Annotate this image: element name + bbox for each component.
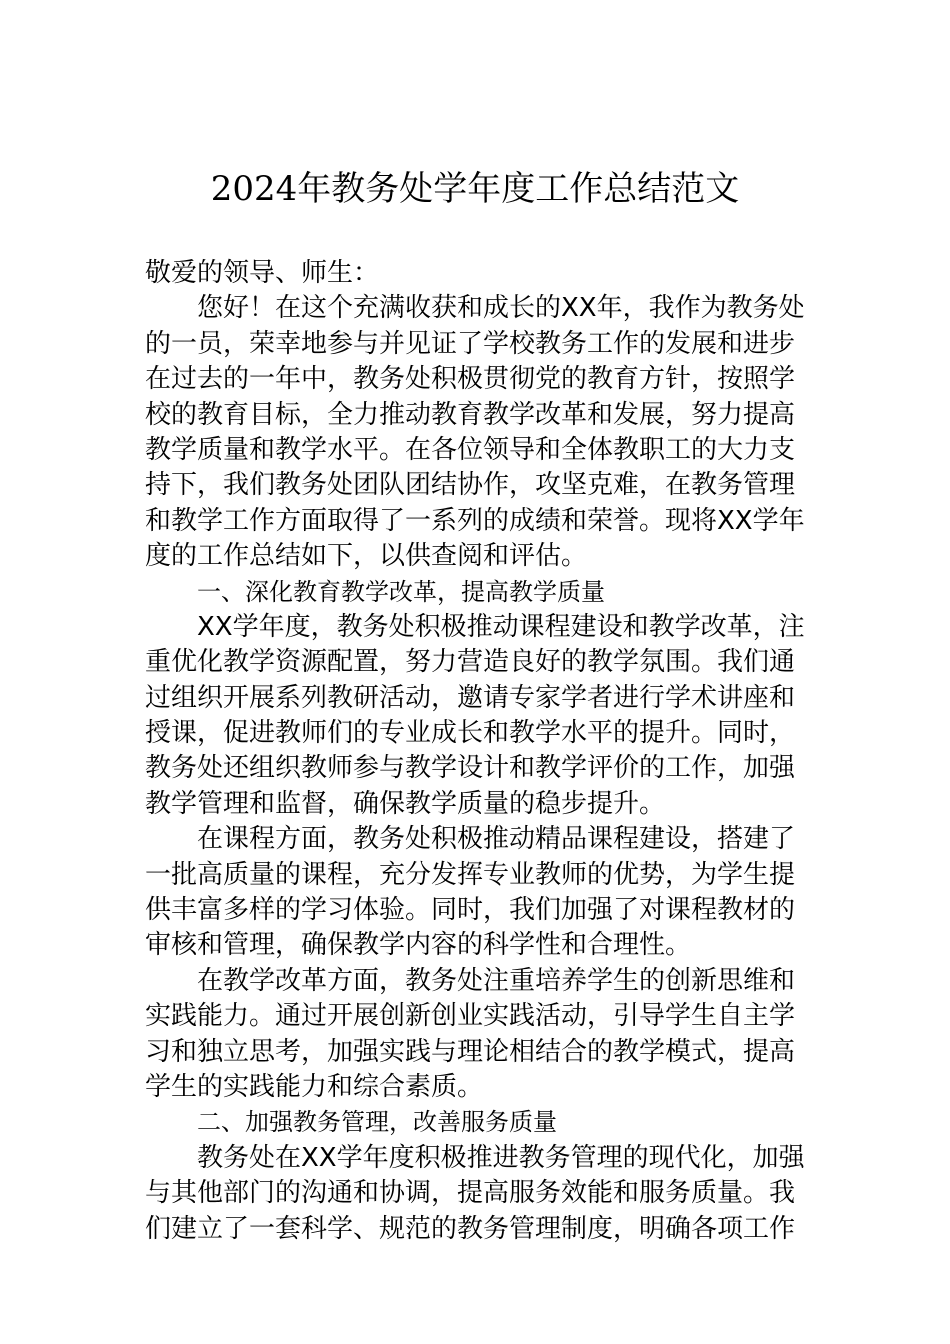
body-line: 授课，促进教师们的专业成长和教学水平的提升。同时， (145, 718, 796, 749)
body-line: 重优化教学资源配置，努力营造良好的教学氛围。我们通 (145, 647, 796, 678)
body-line: 教学质量和教学水平。在各位领导和全体教职工的大力支 (145, 434, 796, 465)
body-line: 和教学工作方面取得了一系列的成绩和荣誉。现将XX学年 (145, 505, 805, 536)
section-heading: 一、深化教育教学改革，提高教学质量 (197, 577, 605, 606)
section-heading: 二、加强教务管理，改善服务质量 (197, 1108, 557, 1137)
document-body (145, 256, 805, 1247)
body-line: 教务处在XX学年度积极推进教务管理的现代化，加强 (197, 1142, 805, 1173)
body-line: 教学管理和监督，确保教学质量的稳步提升。 (145, 788, 666, 819)
body-line: 习和独立思考，加强实践与理论相结合的教学模式，提高 (145, 1036, 796, 1067)
body-line: XX学年度，教务处积极推动课程建设和教学改革，注 (197, 611, 805, 642)
body-line: 审核和管理，确保教学内容的科学性和合理性。 (145, 930, 692, 961)
body-line: 校的教育目标，全力推动教育教学改革和发展，努力提高 (145, 399, 796, 430)
body-line: 在课程方面，教务处积极推动精品课程建设，搭建了 (197, 824, 796, 855)
body-line: 在教学改革方面，教务处注重培养学生的创新思维和 (197, 965, 796, 996)
body-line: 教务处还组织教师参与教学设计和教学评价的工作，加强 (145, 753, 796, 784)
body-line: 度的工作总结如下，以供查阅和评估。 (145, 541, 588, 572)
body-line: 持下，我们教务处团队团结协作，攻坚克难，在教务管理 (145, 470, 796, 501)
body-line: 学生的实践能力和综合素质。 (145, 1071, 484, 1102)
body-line: 过组织开展系列教研活动，邀请专家学者进行学术讲座和 (145, 682, 796, 713)
body-line: 供丰富多样的学习体验。同时，我们加强了对课程教材的 (145, 895, 796, 926)
body-line: 敬爱的领导、师生： (145, 258, 380, 288)
body-line: 在过去的一年中，教务处积极贯彻党的教育方针，按照学 (145, 364, 796, 395)
body-line: 实践能力。通过开展创新创业实践活动，引导学生自主学 (145, 1001, 796, 1032)
body-line: 您好！在这个充满收获和成长的XX年，我作为教务处 (197, 293, 805, 324)
body-line: 的一员，荣幸地参与并见证了学校教务工作的发展和进步 (145, 328, 796, 359)
body-line: 们建立了一套科学、规范的教务管理制度，明确各项工作 (145, 1213, 796, 1244)
body-line: 一批高质量的课程，充分发挥专业教师的优势，为学生提 (145, 859, 796, 890)
document-title: 2024年教务处学年度工作总结范文 (210, 169, 740, 209)
body-line: 与其他部门的沟通和协调，提高服务效能和服务质量。我 (145, 1178, 796, 1209)
